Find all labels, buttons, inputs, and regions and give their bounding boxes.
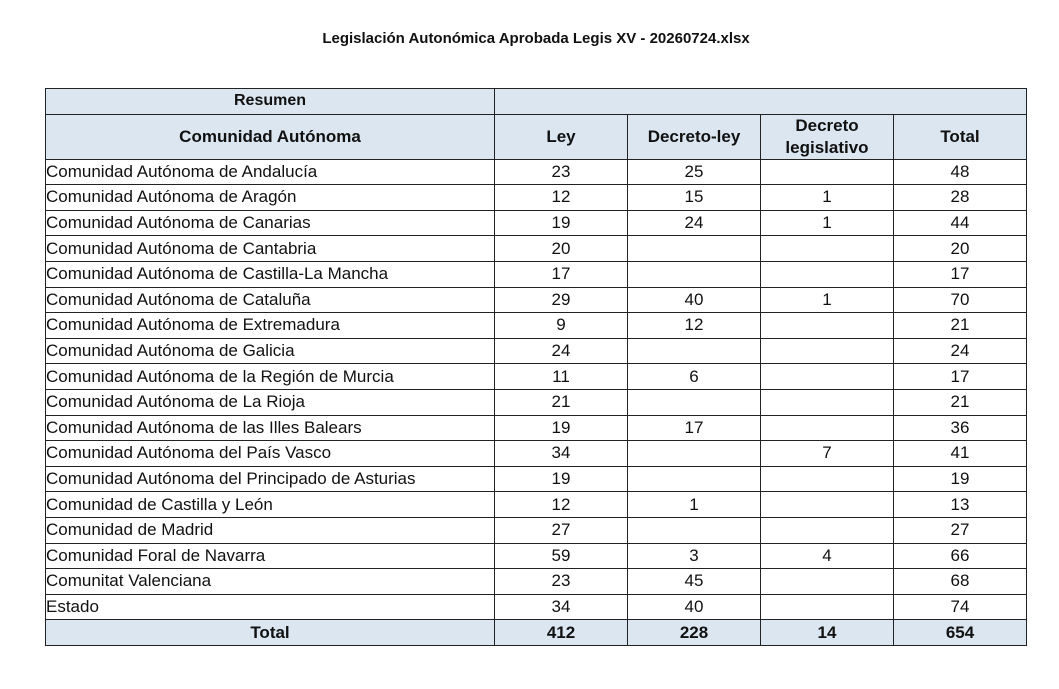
decreto-ley-cell: [628, 441, 761, 467]
column-header-ley: Ley: [495, 114, 628, 159]
decreto-ley-cell: 12: [628, 313, 761, 339]
total-cell: 19: [894, 466, 1027, 492]
total-cell: 28: [894, 185, 1027, 211]
table-row: [46, 159, 1027, 185]
table-row: [46, 466, 1027, 492]
total-cell: 21: [894, 389, 1027, 415]
ley-cell: 21: [495, 389, 628, 415]
totals-row: [46, 620, 1027, 646]
table-row: [46, 364, 1027, 390]
column-header-row: [46, 114, 1027, 159]
decreto-ley-cell: 1: [628, 492, 761, 518]
decreto-ley-cell: 6: [628, 364, 761, 390]
comunidad-cell: Comunidad Autónoma del País Vasco: [46, 441, 495, 467]
table-row: [46, 415, 1027, 441]
summary-header-row: [46, 89, 1027, 115]
ley-cell: 19: [495, 466, 628, 492]
table-row: [46, 313, 1027, 339]
ley-cell: 20: [495, 236, 628, 262]
comunidad-cell: Comunidad Autónoma de La Rioja: [46, 389, 495, 415]
comunidad-cell: Comunidad Autónoma de Galicia: [46, 338, 495, 364]
ley-cell: 59: [495, 543, 628, 569]
decreto-ley-cell: 15: [628, 185, 761, 211]
decreto-legislativo-cell: 1: [761, 210, 894, 236]
table-row: [46, 543, 1027, 569]
column-header-decreto-legislativo: Decreto legislativo: [761, 114, 894, 159]
total-cell: 17: [894, 364, 1027, 390]
totals-decreto-legislativo: 14: [761, 620, 894, 646]
comunidad-cell: Comunidad Foral de Navarra: [46, 543, 495, 569]
total-cell: 66: [894, 543, 1027, 569]
comunidad-cell: Comunidad Autónoma de Canarias: [46, 210, 495, 236]
summary-table: [45, 88, 1027, 646]
decreto-ley-cell: 24: [628, 210, 761, 236]
comunidad-cell: Comunidad de Madrid: [46, 517, 495, 543]
decreto-ley-cell: [628, 338, 761, 364]
total-cell: 24: [894, 338, 1027, 364]
ley-cell: 17: [495, 261, 628, 287]
comunidad-cell: Comunidad Autónoma del Principado de Asturias: [46, 466, 495, 492]
ley-cell: 27: [495, 517, 628, 543]
decreto-legislativo-cell: [761, 313, 894, 339]
column-header-comunidad: Comunidad Autónoma: [46, 114, 495, 159]
total-cell: 20: [894, 236, 1027, 262]
total-cell: 74: [894, 594, 1027, 620]
decreto-legislativo-cell: [761, 415, 894, 441]
decreto-legislativo-cell: [761, 466, 894, 492]
decreto-ley-cell: [628, 517, 761, 543]
table-row: [46, 338, 1027, 364]
decreto-legislativo-cell: [761, 236, 894, 262]
totals-ley: 412: [495, 620, 628, 646]
decreto-legislativo-cell: [761, 364, 894, 390]
ley-cell: 12: [495, 492, 628, 518]
decreto-ley-cell: 17: [628, 415, 761, 441]
table-row: [46, 261, 1027, 287]
totals-total: 654: [894, 620, 1027, 646]
totals-decreto-ley: 228: [628, 620, 761, 646]
comunidad-cell: Comunidad Autónoma de Castilla-La Mancha: [46, 261, 495, 287]
summary-label-cell: Resumen: [46, 89, 495, 115]
column-header-total: Total: [894, 114, 1027, 159]
table-row: [46, 441, 1027, 467]
decreto-legislativo-cell: [761, 492, 894, 518]
ley-cell: 29: [495, 287, 628, 313]
decreto-legislativo-cell: [761, 594, 894, 620]
total-cell: 21: [894, 313, 1027, 339]
comunidad-cell: Estado: [46, 594, 495, 620]
comunidad-cell: Comunidad Autónoma de Cantabria: [46, 236, 495, 262]
ley-cell: 12: [495, 185, 628, 211]
document-title: Legislación Autonómica Aprobada Legis XV - 20260724.xlsx: [322, 30, 750, 47]
decreto-ley-cell: [628, 389, 761, 415]
table-body: [46, 159, 1027, 620]
decreto-legislativo-cell: 1: [761, 287, 894, 313]
table-row: [46, 594, 1027, 620]
decreto-ley-cell: 40: [628, 594, 761, 620]
decreto-legislativo-cell: [761, 389, 894, 415]
totals-label: Total: [46, 620, 495, 646]
decreto-ley-cell: [628, 236, 761, 262]
total-cell: 44: [894, 210, 1027, 236]
ley-cell: 19: [495, 210, 628, 236]
comunidad-cell: Comunidad Autónoma de Cataluña: [46, 287, 495, 313]
comunidad-cell: Comunitat Valenciana: [46, 569, 495, 595]
table-row: [46, 185, 1027, 211]
table-row: [46, 287, 1027, 313]
ley-cell: 24: [495, 338, 628, 364]
total-cell: 48: [894, 159, 1027, 185]
decreto-ley-cell: 3: [628, 543, 761, 569]
comunidad-cell: Comunidad Autónoma de Aragón: [46, 185, 495, 211]
decreto-legislativo-cell: [761, 569, 894, 595]
ley-cell: 9: [495, 313, 628, 339]
decreto-legislativo-cell: [761, 159, 894, 185]
ley-cell: 34: [495, 594, 628, 620]
decreto-legislativo-cell: 7: [761, 441, 894, 467]
table-row: [46, 236, 1027, 262]
comunidad-cell: Comunidad Autónoma de Andalucía: [46, 159, 495, 185]
decreto-ley-cell: 45: [628, 569, 761, 595]
ley-cell: 23: [495, 569, 628, 595]
column-header-decreto-ley: Decreto-ley: [628, 114, 761, 159]
total-cell: 17: [894, 261, 1027, 287]
total-cell: 27: [894, 517, 1027, 543]
ley-cell: 19: [495, 415, 628, 441]
decreto-legislativo-cell: [761, 517, 894, 543]
total-cell: 68: [894, 569, 1027, 595]
comunidad-cell: Comunidad Autónoma de Extremadura: [46, 313, 495, 339]
decreto-legislativo-cell: [761, 338, 894, 364]
ley-cell: 34: [495, 441, 628, 467]
decreto-ley-cell: [628, 261, 761, 287]
total-cell: 70: [894, 287, 1027, 313]
decreto-legislativo-cell: [761, 261, 894, 287]
table-row: [46, 492, 1027, 518]
ley-cell: 23: [495, 159, 628, 185]
comunidad-cell: Comunidad Autónoma de las Illes Balears: [46, 415, 495, 441]
decreto-ley-cell: 25: [628, 159, 761, 185]
comunidad-cell: Comunidad Autónoma de la Región de Murcia: [46, 364, 495, 390]
decreto-ley-cell: 40: [628, 287, 761, 313]
table-row: [46, 569, 1027, 595]
table-row: [46, 210, 1027, 236]
table-row: [46, 517, 1027, 543]
ley-cell: 11: [495, 364, 628, 390]
decreto-legislativo-cell: 4: [761, 543, 894, 569]
comunidad-cell: Comunidad de Castilla y León: [46, 492, 495, 518]
summary-blank-cell: [495, 89, 1027, 115]
total-cell: 13: [894, 492, 1027, 518]
table-row: [46, 389, 1027, 415]
total-cell: 36: [894, 415, 1027, 441]
decreto-ley-cell: [628, 466, 761, 492]
decreto-legislativo-cell: 1: [761, 185, 894, 211]
total-cell: 41: [894, 441, 1027, 467]
